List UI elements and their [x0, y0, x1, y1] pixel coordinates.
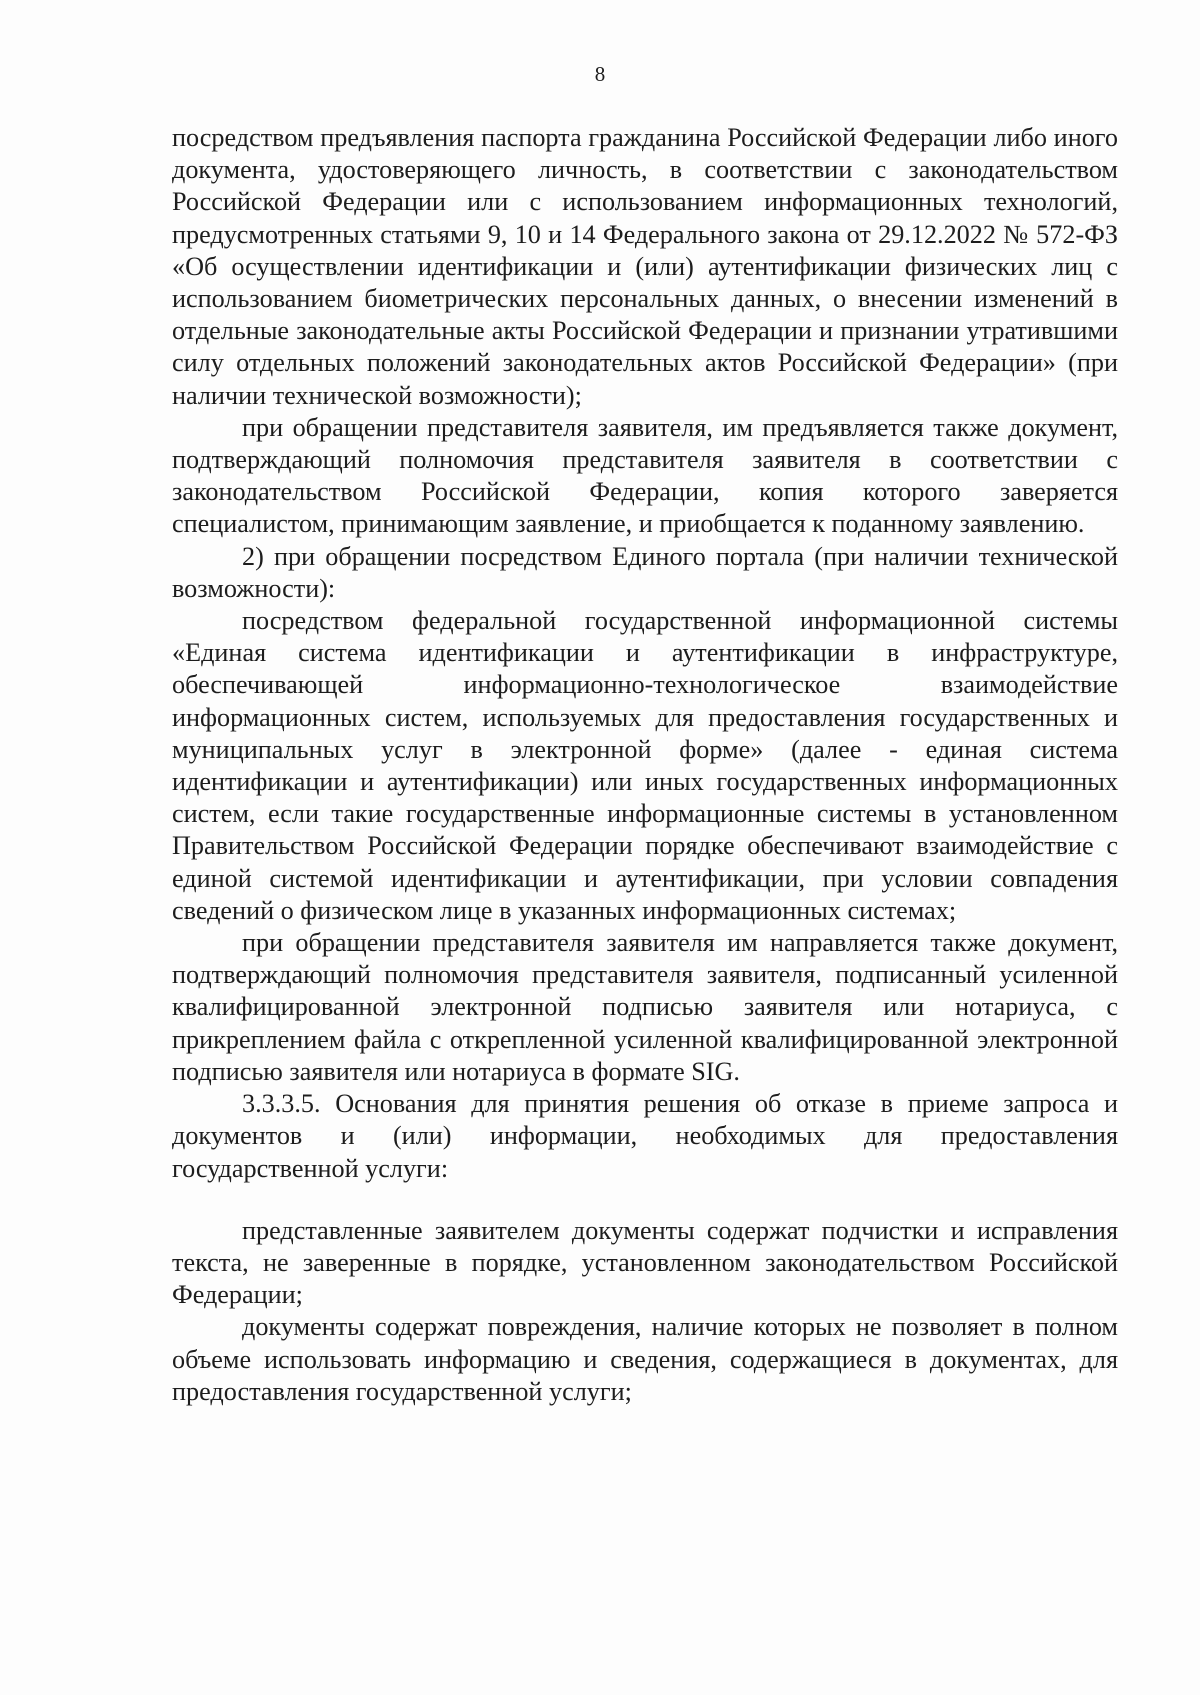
- paragraph-representative-documents: при обращении представителя заявителя, им предъявляется также документ, подтверждающий полномочия представителя заявителя в соответствии с законодательством Российской Федерации, копия которого заверяется специалистом, принимающим заявление, и приобщается к поданному заявлению.: [172, 412, 1118, 539]
- paragraph-unified-portal: 2) при обращении посредством Единого портала (при наличии технической возможности):: [172, 541, 1118, 603]
- paragraph-gap: [172, 1185, 1118, 1215]
- paragraph-representative-signature: при обращении представителя заявителя им направляется также документ, подтверждающий полномочия представителя заявителя, подписанный усиленной квалифицированной электронной подписью заявителя или нотариуса, с прикреплением файла с открепленной усиленной квалифицированной электронной подписью заявителя или нотариуса в формате SIG.: [172, 928, 1118, 1086]
- paragraph-identity-verification: посредством предъявления паспорта гражданина Российской Федерации либо иного документа, удостоверяющего личность, в соответствии с законодательством Российской Федерации или с использованием информационных технологий, предусмотренных статьями 9, 10 и 14 Федерального закона от 29.12.2022 № 572-ФЗ «Об осуществлении идентификации и (или) аутентификации физических лиц с использованием биометрических персональных данных, о внесении изменений в отдельные законодательные акты Российской Федерации и признании утратившими силу отдельных положений законодательных актов Российской Федерации» (при наличии технической возможности);: [172, 123, 1118, 410]
- paragraph-corrections: представленные заявителем документы содержат подчистки и исправления текста, не заверенные в порядке, установленном законодательством Российской Федерации;: [172, 1215, 1118, 1310]
- paragraph-damaged-documents: документы содержат повреждения, наличие которых не позволяет в полном объеме использовать информацию и сведения, содержащиеся в документах, для предоставления государственной услуги;: [172, 1312, 1118, 1406]
- document-body: [172, 122, 1118, 1408]
- paragraph-esia: посредством федеральной государственной информационной системы «Единая система идентификации и аутентификации в инфраструктуре, обеспечивающей информационно-технологическое взаимодействие информационных систем, используемых для предоставления государственных и муниципальных услуг в электронной форме» (далее - единая система идентификации и аутентификации) или иных государственных информационных систем, если такие государственные информационные системы в установленном Правительством Российской Федерации порядке обеспечивают взаимодействие с единой системой идентификации и аутентификации, при условии совпадения сведений о физическом лице в указанных информационных системах;: [172, 606, 1118, 925]
- paragraph-refusal-grounds: 3.3.3.5. Основания для принятия решения об отказе в приеме запроса и документов и (или) информации, необходимых для предоставления государственной услуги:: [172, 1089, 1118, 1183]
- page-number: 8: [594, 62, 606, 86]
